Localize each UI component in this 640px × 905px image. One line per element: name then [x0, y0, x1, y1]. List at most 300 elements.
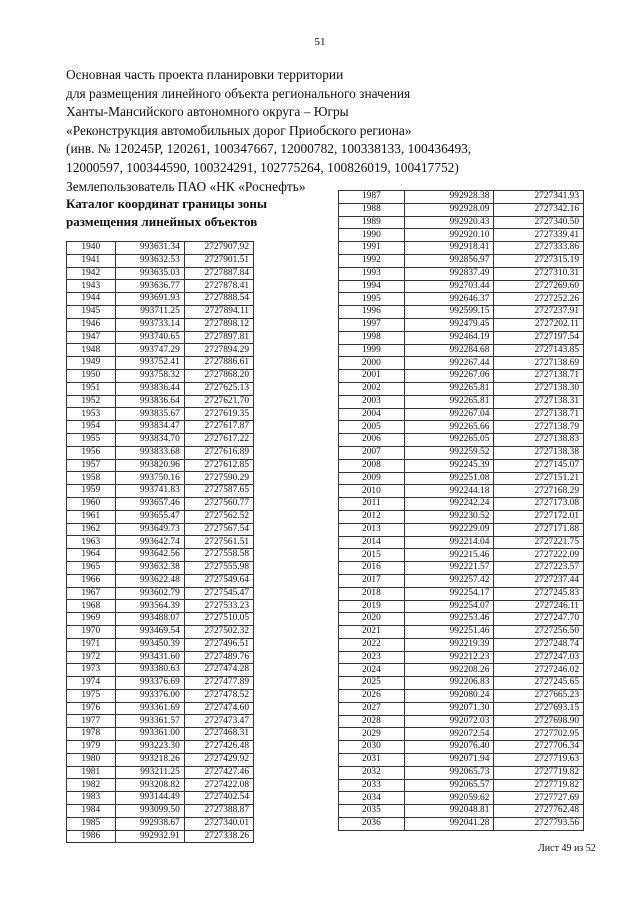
catalog-title-line: размещения линейных объектов — [66, 214, 258, 229]
table-row — [339, 459, 584, 472]
table-row — [339, 280, 584, 293]
table-row — [339, 267, 584, 280]
table-row — [67, 267, 254, 280]
table-row — [67, 421, 254, 434]
x-coordinate-cell: 992254.07 — [404, 600, 494, 613]
x-coordinate-cell: 993223.30 — [115, 741, 184, 754]
y-coordinate-cell: 2727545.47 — [184, 587, 253, 600]
x-coordinate-cell: 993602.79 — [115, 587, 184, 600]
y-coordinate-cell: 2727555.98 — [184, 561, 253, 574]
header-line: 12000597, 100344590, 100324291, 102775264, 100826019, 100417752) — [66, 159, 459, 175]
y-coordinate-cell: 2727558.58 — [184, 549, 253, 562]
table-row — [339, 536, 584, 549]
x-coordinate-cell: 993655.47 — [115, 510, 184, 523]
y-coordinate-cell: 2727793.56 — [494, 818, 584, 831]
y-coordinate-cell: 2727402.54 — [184, 792, 253, 805]
point-number-cell: 1981 — [67, 766, 116, 779]
y-coordinate-cell: 2727429.92 — [184, 753, 253, 766]
point-number-cell: 1982 — [67, 779, 116, 792]
table-row — [67, 497, 254, 510]
x-coordinate-cell: 992251.46 — [404, 626, 494, 639]
table-row — [67, 728, 254, 741]
x-coordinate-cell: 992215.46 — [404, 549, 494, 562]
x-coordinate-cell: 993635.03 — [115, 267, 184, 280]
point-number-cell: 1952 — [67, 395, 116, 408]
x-coordinate-cell: 992244.18 — [404, 485, 494, 498]
x-coordinate-cell: 993631.34 — [115, 242, 184, 255]
y-coordinate-cell: 2727719.82 — [494, 779, 584, 792]
x-coordinate-cell: 992257.42 — [404, 574, 494, 587]
table-row — [67, 510, 254, 523]
x-coordinate-cell: 992212.23 — [404, 651, 494, 664]
x-coordinate-cell: 992928.38 — [404, 191, 494, 204]
table-row — [339, 638, 584, 651]
point-number-cell: 1988 — [339, 203, 405, 216]
x-coordinate-cell: 992214.04 — [404, 536, 494, 549]
y-coordinate-cell: 2727562.52 — [184, 510, 253, 523]
y-coordinate-cell: 2727422.08 — [184, 779, 253, 792]
point-number-cell: 1994 — [339, 280, 405, 293]
y-coordinate-cell: 2727567.54 — [184, 523, 253, 536]
coordinates-table-right — [338, 190, 584, 831]
page-number: 51 — [314, 36, 326, 48]
x-coordinate-cell: 992267.04 — [404, 408, 494, 421]
y-coordinate-cell: 2727510.05 — [184, 613, 253, 626]
point-number-cell: 2026 — [339, 690, 405, 703]
header-line: (инв. № 120245Р, 120261, 100347667, 12000782, 100338133, 100436493, — [66, 141, 472, 157]
point-number-cell: 1966 — [67, 574, 116, 587]
point-number-cell: 2009 — [339, 472, 405, 485]
table-row — [67, 830, 254, 843]
table-row — [339, 421, 584, 434]
x-coordinate-cell: 993657.46 — [115, 497, 184, 510]
point-number-cell: 1971 — [67, 638, 116, 651]
point-number-cell: 1942 — [67, 267, 116, 280]
table-row — [339, 792, 584, 805]
x-coordinate-cell: 993649.73 — [115, 523, 184, 536]
table-row — [67, 369, 254, 382]
point-number-cell: 2013 — [339, 523, 405, 536]
y-coordinate-cell: 2727886.61 — [184, 357, 253, 370]
x-coordinate-cell: 993099.50 — [115, 805, 184, 818]
y-coordinate-cell: 2727269.60 — [494, 280, 584, 293]
x-coordinate-cell: 993836.64 — [115, 395, 184, 408]
table-row — [339, 498, 584, 511]
table-row — [339, 728, 584, 741]
table-row — [67, 395, 254, 408]
table-row — [339, 293, 584, 306]
point-number-cell: 2031 — [339, 754, 405, 767]
y-coordinate-cell: 2727621.70 — [184, 395, 253, 408]
x-coordinate-cell: 992265.05 — [404, 434, 494, 447]
point-number-cell: 1941 — [67, 254, 116, 267]
y-coordinate-cell: 2727341.93 — [494, 191, 584, 204]
y-coordinate-cell: 2727727.69 — [494, 792, 584, 805]
x-coordinate-cell: 993747.29 — [115, 344, 184, 357]
table-row — [67, 664, 254, 677]
x-coordinate-cell: 993361.69 — [115, 702, 184, 715]
x-coordinate-cell: 993469.54 — [115, 625, 184, 638]
y-coordinate-cell: 2727502.32 — [184, 625, 253, 638]
table-row — [67, 689, 254, 702]
x-coordinate-cell: 993834.47 — [115, 421, 184, 434]
y-coordinate-cell: 2727868.20 — [184, 369, 253, 382]
x-coordinate-cell: 992041.28 — [404, 818, 494, 831]
y-coordinate-cell: 2727340.50 — [494, 216, 584, 229]
point-number-cell: 1940 — [67, 242, 116, 255]
point-number-cell: 1954 — [67, 421, 116, 434]
y-coordinate-cell: 2727138.38 — [494, 446, 584, 459]
y-coordinate-cell: 2727474.28 — [184, 664, 253, 677]
y-coordinate-cell: 2727333.86 — [494, 242, 584, 255]
y-coordinate-cell: 2727171.88 — [494, 523, 584, 536]
y-coordinate-cell: 2727247.70 — [494, 613, 584, 626]
point-number-cell: 1997 — [339, 318, 405, 331]
table-row — [67, 305, 254, 318]
x-coordinate-cell: 993211.25 — [115, 766, 184, 779]
point-number-cell: 1944 — [67, 293, 116, 306]
y-coordinate-cell: 2727901.51 — [184, 254, 253, 267]
y-coordinate-cell: 2727898.12 — [184, 318, 253, 331]
y-coordinate-cell: 2727426.48 — [184, 741, 253, 754]
y-coordinate-cell: 2727590.29 — [184, 472, 253, 485]
x-coordinate-cell: 992265.81 — [404, 382, 494, 395]
y-coordinate-cell: 2727340.01 — [184, 817, 253, 830]
point-number-cell: 2017 — [339, 574, 405, 587]
header-line: Землепользователь ПАО «НК «Роснефть» — [66, 178, 306, 194]
point-number-cell: 1975 — [67, 689, 116, 702]
x-coordinate-cell: 993752.41 — [115, 357, 184, 370]
x-coordinate-cell: 993632.38 — [115, 561, 184, 574]
table-row — [339, 702, 584, 715]
x-coordinate-cell: 992242.24 — [404, 498, 494, 511]
y-coordinate-cell: 2727665.23 — [494, 690, 584, 703]
y-coordinate-cell: 2727496.51 — [184, 638, 253, 651]
y-coordinate-cell: 2727698.90 — [494, 715, 584, 728]
point-number-cell: 1977 — [67, 715, 116, 728]
x-coordinate-cell: 993833.68 — [115, 446, 184, 459]
point-number-cell: 1976 — [67, 702, 116, 715]
table-row — [67, 638, 254, 651]
y-coordinate-cell: 2727246.02 — [494, 664, 584, 677]
table-row — [339, 677, 584, 690]
point-number-cell: 1992 — [339, 254, 405, 267]
x-coordinate-cell: 992065.73 — [404, 766, 494, 779]
y-coordinate-cell: 2727616.89 — [184, 446, 253, 459]
x-coordinate-cell: 992928.09 — [404, 203, 494, 216]
y-coordinate-cell: 2727247.03 — [494, 651, 584, 664]
x-coordinate-cell: 992253.46 — [404, 613, 494, 626]
x-coordinate-cell: 992230.52 — [404, 510, 494, 523]
point-number-cell: 2029 — [339, 728, 405, 741]
x-coordinate-cell: 992703.44 — [404, 280, 494, 293]
point-number-cell: 1948 — [67, 344, 116, 357]
y-coordinate-cell: 2727151.21 — [494, 472, 584, 485]
y-coordinate-cell: 2727338.26 — [184, 830, 253, 843]
point-number-cell: 2001 — [339, 370, 405, 383]
y-coordinate-cell: 2727173.08 — [494, 498, 584, 511]
x-coordinate-cell: 993750.16 — [115, 472, 184, 485]
y-coordinate-cell: 2727706.34 — [494, 741, 584, 754]
y-coordinate-cell: 2727339.41 — [494, 229, 584, 242]
table-row — [67, 254, 254, 267]
point-number-cell: 2000 — [339, 357, 405, 370]
y-coordinate-cell: 2727478.52 — [184, 689, 253, 702]
point-number-cell: 1989 — [339, 216, 405, 229]
table-row — [67, 446, 254, 459]
x-coordinate-cell: 993836.44 — [115, 382, 184, 395]
x-coordinate-cell: 993835.67 — [115, 408, 184, 421]
x-coordinate-cell: 992918.41 — [404, 242, 494, 255]
x-coordinate-cell: 993208.82 — [115, 779, 184, 792]
y-coordinate-cell: 2727245.83 — [494, 587, 584, 600]
x-coordinate-cell: 992245.39 — [404, 459, 494, 472]
y-coordinate-cell: 2727138.69 — [494, 357, 584, 370]
x-coordinate-cell: 992920.43 — [404, 216, 494, 229]
sheet-label: Лист 49 из 52 — [538, 843, 596, 854]
x-coordinate-cell: 993380.63 — [115, 664, 184, 677]
point-number-cell: 2036 — [339, 818, 405, 831]
point-number-cell: 1967 — [67, 587, 116, 600]
table-row — [67, 613, 254, 626]
x-coordinate-cell: 993144.49 — [115, 792, 184, 805]
table-row — [339, 446, 584, 459]
point-number-cell: 1969 — [67, 613, 116, 626]
table-row — [67, 472, 254, 485]
x-coordinate-cell: 993632.53 — [115, 254, 184, 267]
x-coordinate-cell: 993642.74 — [115, 536, 184, 549]
point-number-cell: 1949 — [67, 357, 116, 370]
table-row — [67, 433, 254, 446]
table-row — [339, 818, 584, 831]
x-coordinate-cell: 993834.70 — [115, 433, 184, 446]
table-row — [67, 357, 254, 370]
x-coordinate-cell: 992938.67 — [115, 817, 184, 830]
x-coordinate-cell: 993218.26 — [115, 753, 184, 766]
point-number-cell: 1955 — [67, 433, 116, 446]
table-row — [339, 191, 584, 204]
x-coordinate-cell: 993740.65 — [115, 331, 184, 344]
point-number-cell: 2003 — [339, 395, 405, 408]
y-coordinate-cell: 2727138.71 — [494, 370, 584, 383]
x-coordinate-cell: 992221.57 — [404, 562, 494, 575]
x-coordinate-cell: 993376.69 — [115, 677, 184, 690]
point-number-cell: 1953 — [67, 408, 116, 421]
y-coordinate-cell: 2727719.63 — [494, 754, 584, 767]
point-number-cell: 1946 — [67, 318, 116, 331]
x-coordinate-cell: 992071.94 — [404, 754, 494, 767]
point-number-cell: 1957 — [67, 459, 116, 472]
y-coordinate-cell: 2727248.74 — [494, 638, 584, 651]
point-number-cell: 1972 — [67, 651, 116, 664]
table-row — [67, 753, 254, 766]
table-row — [339, 357, 584, 370]
point-number-cell: 1991 — [339, 242, 405, 255]
point-number-cell: 2020 — [339, 613, 405, 626]
point-number-cell: 1970 — [67, 625, 116, 638]
y-coordinate-cell: 2727221.75 — [494, 536, 584, 549]
point-number-cell: 2019 — [339, 600, 405, 613]
point-number-cell: 1959 — [67, 485, 116, 498]
point-number-cell: 1960 — [67, 497, 116, 510]
table-row — [67, 587, 254, 600]
y-coordinate-cell: 2727202.11 — [494, 318, 584, 331]
x-coordinate-cell: 992856.97 — [404, 254, 494, 267]
y-coordinate-cell: 2727612.85 — [184, 459, 253, 472]
table-row — [339, 472, 584, 485]
x-coordinate-cell: 992932.91 — [115, 830, 184, 843]
point-number-cell: 2030 — [339, 741, 405, 754]
point-number-cell: 1968 — [67, 600, 116, 613]
table-row — [339, 229, 584, 242]
y-coordinate-cell: 2727388.87 — [184, 805, 253, 818]
y-coordinate-cell: 2727617.22 — [184, 433, 253, 446]
point-number-cell: 1964 — [67, 549, 116, 562]
x-coordinate-cell: 992065.57 — [404, 779, 494, 792]
x-coordinate-cell: 992265.66 — [404, 421, 494, 434]
y-coordinate-cell: 2727888.54 — [184, 293, 253, 306]
table-row — [67, 651, 254, 664]
table-row — [339, 574, 584, 587]
table-row — [339, 203, 584, 216]
point-number-cell: 2004 — [339, 408, 405, 421]
y-coordinate-cell: 2727427.46 — [184, 766, 253, 779]
table-row — [339, 331, 584, 344]
point-number-cell: 1984 — [67, 805, 116, 818]
x-coordinate-cell: 992837.49 — [404, 267, 494, 280]
x-coordinate-cell: 993711.25 — [115, 305, 184, 318]
point-number-cell: 2032 — [339, 766, 405, 779]
y-coordinate-cell: 2727878.41 — [184, 280, 253, 293]
point-number-cell: 1995 — [339, 293, 405, 306]
y-coordinate-cell: 2727894.29 — [184, 344, 253, 357]
table-row — [339, 664, 584, 677]
table-row — [339, 242, 584, 255]
y-coordinate-cell: 2727887.84 — [184, 267, 253, 280]
table-row — [67, 318, 254, 331]
x-coordinate-cell: 993622.48 — [115, 574, 184, 587]
point-number-cell: 1993 — [339, 267, 405, 280]
table-row — [67, 766, 254, 779]
x-coordinate-cell: 992072.54 — [404, 728, 494, 741]
table-row — [339, 587, 584, 600]
x-coordinate-cell: 993361.57 — [115, 715, 184, 728]
table-row — [339, 254, 584, 267]
x-coordinate-cell: 992080.24 — [404, 690, 494, 703]
y-coordinate-cell: 2727625.13 — [184, 382, 253, 395]
y-coordinate-cell: 2727138.71 — [494, 408, 584, 421]
point-number-cell: 1974 — [67, 677, 116, 690]
x-coordinate-cell: 992267.44 — [404, 357, 494, 370]
table-row — [339, 344, 584, 357]
point-number-cell: 2035 — [339, 805, 405, 818]
point-number-cell: 2034 — [339, 792, 405, 805]
table-row — [339, 613, 584, 626]
y-coordinate-cell: 2727138.83 — [494, 434, 584, 447]
y-coordinate-cell: 2727315.19 — [494, 254, 584, 267]
point-number-cell: 2012 — [339, 510, 405, 523]
table-row — [67, 280, 254, 293]
table-row — [339, 382, 584, 395]
y-coordinate-cell: 2727138.31 — [494, 395, 584, 408]
point-number-cell: 2027 — [339, 702, 405, 715]
x-coordinate-cell: 992206.83 — [404, 677, 494, 690]
y-coordinate-cell: 2727256.50 — [494, 626, 584, 639]
point-number-cell: 1985 — [67, 817, 116, 830]
y-coordinate-cell: 2727245.65 — [494, 677, 584, 690]
table-row — [339, 690, 584, 703]
y-coordinate-cell: 2727138.79 — [494, 421, 584, 434]
table-row — [339, 651, 584, 664]
coordinates-table-left — [66, 241, 254, 843]
table-row — [67, 561, 254, 574]
table-row — [67, 549, 254, 562]
header-line: для размещения линейного объекта регионального значения — [66, 85, 411, 101]
x-coordinate-cell: 993431.60 — [115, 651, 184, 664]
point-number-cell: 1987 — [339, 191, 405, 204]
x-coordinate-cell: 992251.08 — [404, 472, 494, 485]
y-coordinate-cell: 2727252.26 — [494, 293, 584, 306]
x-coordinate-cell: 993741.83 — [115, 485, 184, 498]
y-coordinate-cell: 2727223.57 — [494, 562, 584, 575]
table-row — [67, 741, 254, 754]
y-coordinate-cell: 2727897.81 — [184, 331, 253, 344]
point-number-cell: 2002 — [339, 382, 405, 395]
table-row — [67, 715, 254, 728]
point-number-cell: 2011 — [339, 498, 405, 511]
x-coordinate-cell: 992254.17 — [404, 587, 494, 600]
x-coordinate-cell: 992646.37 — [404, 293, 494, 306]
y-coordinate-cell: 2727561.51 — [184, 536, 253, 549]
y-coordinate-cell: 2727894.11 — [184, 305, 253, 318]
point-number-cell: 2024 — [339, 664, 405, 677]
point-number-cell: 1990 — [339, 229, 405, 242]
x-coordinate-cell: 992464.19 — [404, 331, 494, 344]
x-coordinate-cell: 992920.10 — [404, 229, 494, 242]
x-coordinate-cell: 993636.77 — [115, 280, 184, 293]
y-coordinate-cell: 2727619.35 — [184, 408, 253, 421]
table-row — [339, 741, 584, 754]
y-coordinate-cell: 2727587.65 — [184, 485, 253, 498]
point-number-cell: 1962 — [67, 523, 116, 536]
y-coordinate-cell: 2727907.92 — [184, 242, 253, 255]
point-number-cell: 1951 — [67, 382, 116, 395]
header-line: Основная часть проекта планировки территории — [66, 67, 344, 82]
table-row — [339, 549, 584, 562]
table-row — [67, 677, 254, 690]
table-row — [339, 715, 584, 728]
table-row — [67, 702, 254, 715]
x-coordinate-cell: 992219.39 — [404, 638, 494, 651]
x-coordinate-cell: 993376.00 — [115, 689, 184, 702]
catalog-title-line: Каталог координат границы зоны — [66, 196, 268, 211]
x-coordinate-cell: 993642.56 — [115, 549, 184, 562]
point-number-cell: 1943 — [67, 280, 116, 293]
x-coordinate-cell: 992072.03 — [404, 715, 494, 728]
table-row — [67, 625, 254, 638]
point-number-cell: 2028 — [339, 715, 405, 728]
table-row — [67, 242, 254, 255]
x-coordinate-cell: 992208.26 — [404, 664, 494, 677]
y-coordinate-cell: 2727702.95 — [494, 728, 584, 741]
point-number-cell: 1980 — [67, 753, 116, 766]
table-row — [339, 766, 584, 779]
point-number-cell: 1958 — [67, 472, 116, 485]
table-row — [339, 370, 584, 383]
point-number-cell: 2007 — [339, 446, 405, 459]
y-coordinate-cell: 2727342.16 — [494, 203, 584, 216]
y-coordinate-cell: 2727549.64 — [184, 574, 253, 587]
